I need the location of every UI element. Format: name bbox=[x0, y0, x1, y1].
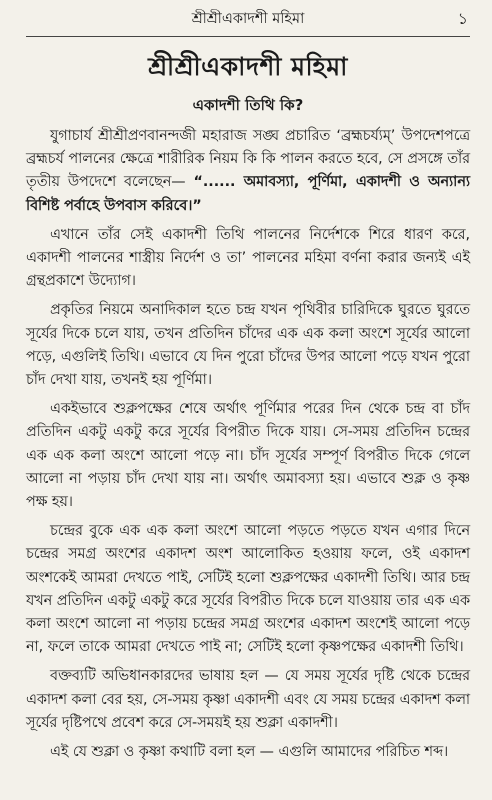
paragraph-text: এই যে শুক্লা ও কৃষ্ণা কথাটি বলা হল — এগুলি আমাদের পরিচিত শব্দ। bbox=[50, 744, 449, 761]
paragraph-text: যুগাচার্য শ্রীশ্রীপ্রণবানন্দজী মহারাজ সঙ্ঘ প্রচারিত ‘ব্রহ্মচর্য্যম্‌’ উপদেশপত্রে ব্রহ্মচর্য পালনের ক্ষেত্রে শারীরিক নিয়ম কি কি পালন করতে হবে, সে প্রসঙ্গে তাঁর তৃতীয় উপদেশে বলেছেন— bbox=[26, 128, 470, 191]
paragraph-text: বক্তব্যটি অভিধানকারদের ভাষায় হল — যে সময় সূর্যের দৃষ্টি থেকে চন্দ্রের একাদশ কলা বের হয়, সে-সময় কৃষ্ণা একাদশী এবং যে সময় চন্দ্রের একাদশ কলা সূর্যের দৃষ্টিপথে প্রবেশ করে সে-সময়ই হয় শুক্লা একাদশী। bbox=[26, 668, 470, 731]
paragraph-2 bbox=[26, 224, 470, 294]
paragraph-5 bbox=[26, 520, 470, 659]
paragraph-text: এখানে তাঁর সেই একাদশী তিথি পালনের নির্দেশকে শিরে ধারণ করে, একাদশী পালনের শাস্ত্রীয় নির্দেশ ও তা’ পালনের মহিমা বর্ণনা করার জন্যই এই গ্রন্থপ্রকাশে উদ্যোগ। bbox=[26, 226, 470, 290]
section-heading: একাদশী তিথি কি? bbox=[192, 96, 304, 114]
paragraph-text: প্রকৃতির নিয়মে অনাদিকাল হতে চন্দ্র যখন পৃথিবীর চারিদিকে ঘুরতে ঘুরতে সূর্যের দিকে চলে যায়, তখন প্রতিদিন চাঁদের এক এক কলা অংশে সূর্যের আলো পড়ে, এগুলিই তিথি। এভাবে যে দিন পুরো চাঁদের উপর আলো পড়ে যখন পুরো চাঁদ দেখা যায়, তখনই হয় পূর্ণিমা। bbox=[26, 302, 470, 389]
page-number: ১ bbox=[457, 9, 468, 28]
chapter-title: শ্রীশ্রীএকাদশী মহিমা bbox=[148, 52, 348, 81]
paragraph-text: একইভাবে শুক্লপক্ষের শেষে অর্থাৎ পূর্ণিমার পরের দিন থেকে চন্দ্র বা চাঁদ প্রতিদিন একটু একটু করে সূর্যের বিপরীত দিকে যায়। সে-সময় প্রতিদিন চন্দ্রের এক এক কলা অংশে আলো পড়ে না। চাঁদ সূর্যের সম্পূর্ণ বিপরীত দিকে গেলে আলো না পড়ায় চাঁদ দেখা যায় না। অর্থাৎ অমাবস্যা হয়। এভাবে শুক্ল ও কৃষ্ণ পক্ষ হয়। bbox=[26, 401, 470, 511]
running-title: শ্রীশ্রীএকাদশী মহিমা bbox=[191, 11, 305, 27]
paragraph-3 bbox=[26, 299, 470, 392]
paragraph-text: চন্দ্রের বুকে এক এক কলা অংশে আলো পড়তে পড়তে যখন এগার দিনে চন্দ্রের সমগ্র অংশের একাদশ অংশ আলোকিত হওয়ায় ফলে, ওই একাদশ অংশকেই আমরা দেখতে পাই, সেটিই হলো শুক্লপক্ষের একাদশী তিথি। আর চন্দ্র যখন প্রতিদিন একটু একটু করে সূর্যের বিপরীত দিকে চলে যাওয়ায় তার এক এক কলা অংশে আলো না পড়ায় চন্দ্রের সমগ্র অংশের একাদশ অংশেই আলো পড়ে না, ফলে তাকে আমরা দেখতে পাই না; সেটিই হলো কৃষ্ণপক্ষের একাদশী তিথি। bbox=[26, 523, 470, 656]
quoted-instruction: “...... অমাবস্যা, পূর্ণিমা, একাদশী ও অন্যান্য বিশিষ্ট পর্বাহে উপবাস করিবে।” bbox=[26, 174, 471, 214]
paragraph-7 bbox=[26, 741, 470, 764]
paragraph-4 bbox=[26, 398, 470, 514]
paragraph-6 bbox=[26, 665, 470, 735]
paragraph-1 bbox=[26, 125, 470, 218]
running-header bbox=[26, 0, 470, 37]
